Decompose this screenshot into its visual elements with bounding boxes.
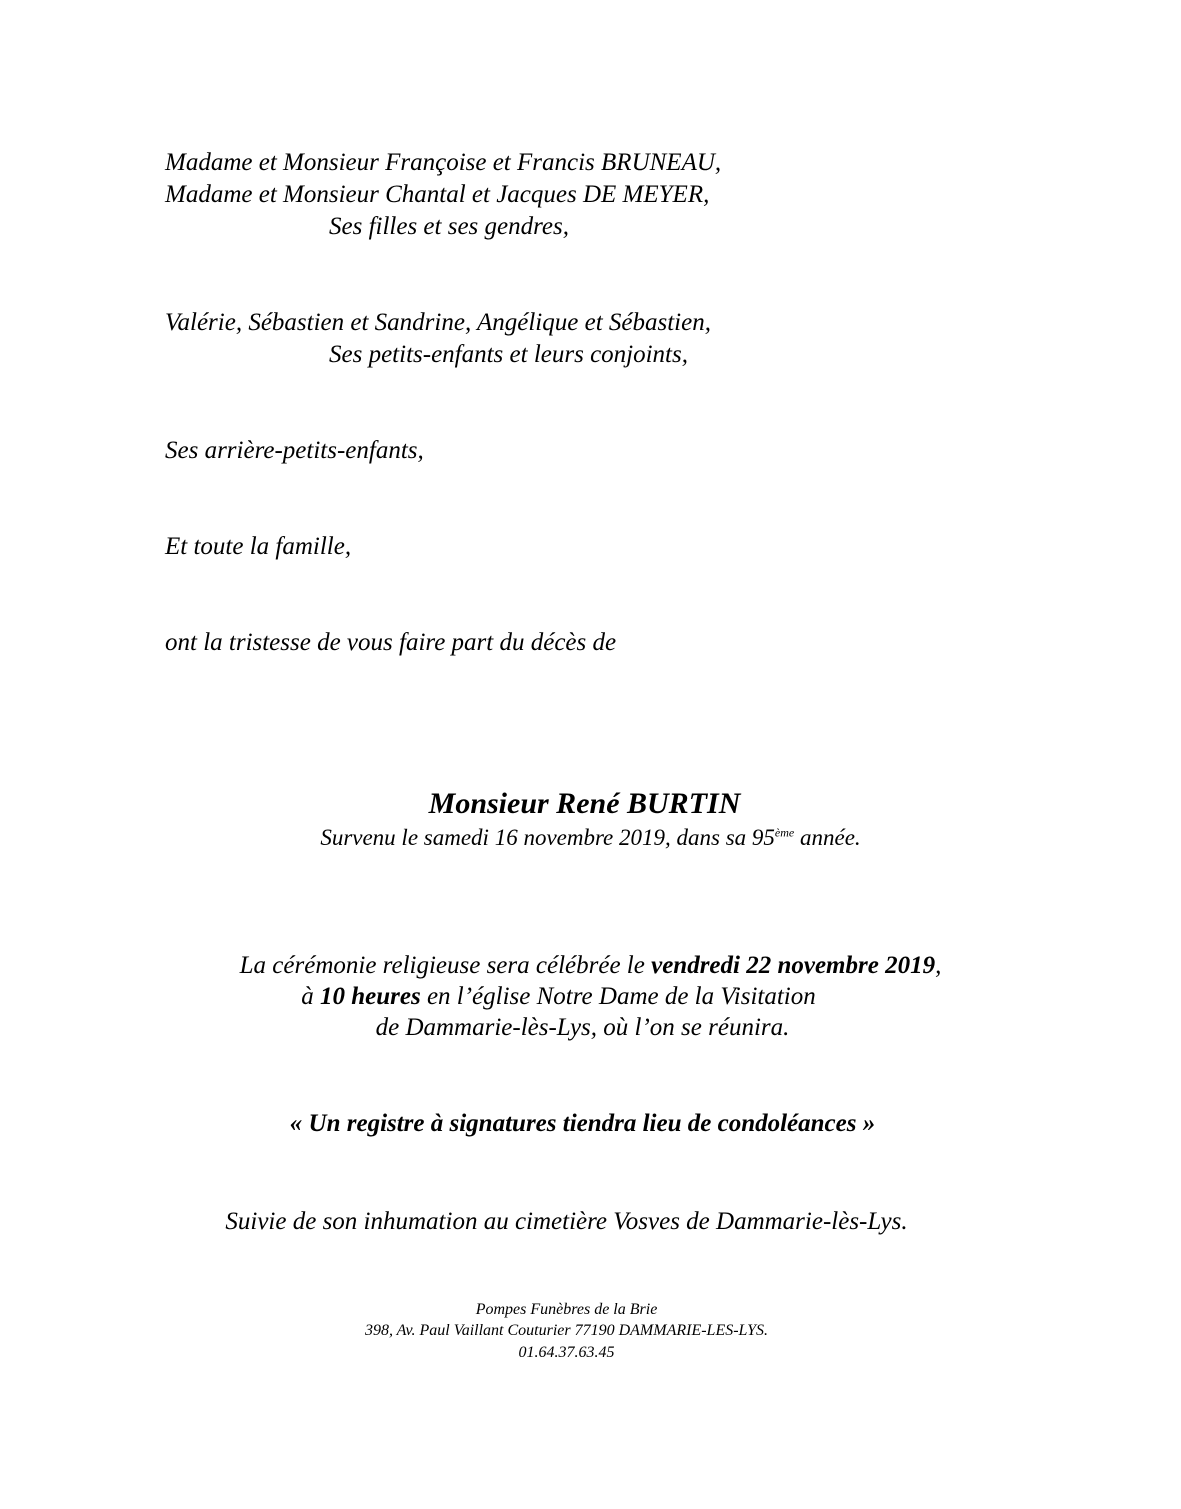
family-line-daughters: Ses filles et ses gendres, bbox=[329, 213, 570, 240]
ceremony-church: en l’église Notre Dame de la Visitation bbox=[420, 983, 816, 1010]
family-line-de-meyer: Madame et Monsieur Chantal et Jacques DE MEYER, bbox=[165, 181, 710, 208]
ceremony-date: vendredi 22 novembre 2019 bbox=[651, 952, 936, 979]
ceremony-prep: à bbox=[301, 983, 320, 1010]
family-line-bruneau: Madame et Monsieur Françoise et Francis BRUNEAU, bbox=[165, 149, 722, 176]
deceased-name: Monsieur René BURTIN bbox=[428, 787, 741, 820]
announcement-line: ont la tristesse de vous faire part du décès de bbox=[165, 629, 617, 656]
ceremony-line-3: de Dammarie-lès-Lys, où l’on se réunira. bbox=[375, 1014, 790, 1041]
death-date bbox=[0, 822, 1181, 854]
funeral-home-address: 398, Av. Paul Vaillant Couturier 77190 DAMMARIE-LES-LYS. bbox=[364, 1322, 769, 1339]
funeral-home-phone: 01.64.37.63.45 bbox=[518, 1344, 615, 1361]
family-line-grandchildren: Ses petits-enfants et leurs conjoints, bbox=[329, 341, 688, 368]
ceremony-line-2 bbox=[0, 981, 1149, 1013]
ceremony-time: 10 heures bbox=[319, 983, 421, 1010]
family-line-great-grandchildren: Ses arrière-petits-enfants, bbox=[165, 437, 424, 464]
family-line-whole-family: Et toute la famille, bbox=[165, 533, 352, 560]
death-date-end: année. bbox=[794, 825, 861, 850]
ceremony-text: La cérémonie religieuse sera célébrée le bbox=[239, 952, 652, 979]
ceremony-line-1 bbox=[0, 950, 1181, 982]
burial-line: Suivie de son inhumation au cimetière Vosves de Dammarie-lès-Lys. bbox=[225, 1208, 908, 1235]
ceremony-comma: , bbox=[935, 952, 942, 979]
death-date-text: Survenu le samedi 16 novembre 2019, dans sa 95 bbox=[320, 825, 775, 850]
funeral-home-name: Pompes Funèbres de la Brie bbox=[475, 1301, 658, 1318]
condolences-registry: « Un registre à signatures tiendra lieu de condoléances » bbox=[289, 1110, 876, 1137]
family-line-grandchildren-names: Valérie, Sébastien et Sandrine, Angélique et Sébastien, bbox=[165, 309, 711, 336]
ordinal-suffix: ème bbox=[774, 825, 795, 840]
